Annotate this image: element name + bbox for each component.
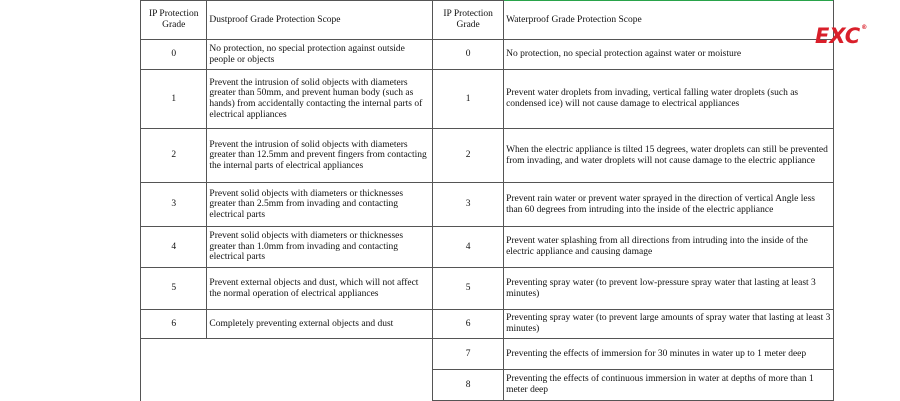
water-scope-cell: Preventing spray water (to prevent low-pressure spray water that lasting at least 3 minutes) bbox=[504, 268, 834, 310]
table-row bbox=[141, 129, 834, 183]
dust-scope-cell: Prevent the intrusion of solid objects with diameters greater than 50mm, and prevent human body (such as hands) from accidentally contacting the internal parts of electrical appliances bbox=[207, 70, 433, 129]
water-scope-cell: Prevent rain water or prevent water sprayed in the direction of vertical Angle less than 60 degrees from intruding into the inside of the electric appliance bbox=[504, 183, 834, 227]
water-grade-cell: 7 bbox=[433, 339, 504, 370]
water-grade-cell: 0 bbox=[433, 40, 504, 70]
water-grade-cell: 1 bbox=[433, 70, 504, 129]
water-scope-cell: Prevent water splashing from all directions from intruding into the inside of the electric appliance and causing damage bbox=[504, 227, 834, 268]
table-row bbox=[141, 310, 834, 339]
dust-grade-cell: 4 bbox=[141, 227, 207, 268]
dust-grade-cell: 1 bbox=[141, 70, 207, 129]
water-scope-cell: When the electric appliance is tilted 15 degrees, water droplets can still be prevented from invading, and water droplets will not cause damage to the electric appliance bbox=[504, 129, 834, 183]
dust-scope-cell: Prevent the intrusion of solid objects with diameters greater than 12.5mm and prevent fingers from contacting the internal parts of electrical appliances bbox=[207, 129, 433, 183]
dust-grade-cell: 2 bbox=[141, 129, 207, 183]
water-scope-cell: No protection, no special protection against water or moisture bbox=[504, 40, 834, 70]
dust-grade-cell: 3 bbox=[141, 183, 207, 227]
dust-scope-cell: Prevent solid objects with diameters or thicknesses greater than 2.5mm from invading and contacting electrical parts bbox=[207, 183, 433, 227]
water-scope-cell: Preventing the effects of continuous immersion in water at depths of more than 1 meter deep bbox=[504, 370, 834, 401]
table-row bbox=[141, 40, 834, 70]
water-grade-cell: 5 bbox=[433, 268, 504, 310]
water-grade-cell: 2 bbox=[433, 129, 504, 183]
dust-grade-cell: 5 bbox=[141, 268, 207, 310]
water-grade-cell: 4 bbox=[433, 227, 504, 268]
table-row bbox=[141, 268, 834, 310]
dust-scope-cell: No protection, no special protection against outside people or objects bbox=[207, 40, 433, 70]
water-grade-cell: 3 bbox=[433, 183, 504, 227]
ip-grade-header-right: IP Protection Grade bbox=[433, 1, 504, 40]
dust-grade-cell: 6 bbox=[141, 310, 207, 339]
water-scope-cell: Preventing spray water (to prevent large amounts of spray water that lasting at least 3 minutes) bbox=[504, 310, 834, 339]
water-grade-cell: 6 bbox=[433, 310, 504, 339]
header-row bbox=[141, 1, 834, 40]
table-row bbox=[141, 339, 834, 370]
table-row bbox=[141, 227, 834, 268]
dust-scope-cell: Prevent external objects and dust, which will not affect the normal operation of electrical appliances bbox=[207, 268, 433, 310]
dust-scope-cell: Prevent solid objects with diameters or thicknesses greater than 1.0mm from invading and contacting electrical parts bbox=[207, 227, 433, 268]
logo-text: EXC bbox=[815, 24, 861, 48]
waterproof-scope-header: Waterproof Grade Protection Scope bbox=[504, 1, 834, 40]
ip-grade-header-left: IP Protection Grade bbox=[141, 1, 207, 40]
dust-grade-cell: 0 bbox=[141, 40, 207, 70]
ip-rating-table-container bbox=[140, 0, 834, 400]
table-row bbox=[141, 183, 834, 227]
table-row bbox=[141, 70, 834, 129]
water-scope-cell: Preventing the effects of immersion for 30 minutes in water up to 1 meter deep bbox=[504, 339, 834, 370]
empty-dust-cell bbox=[141, 339, 433, 401]
dustproof-scope-header: Dustproof Grade Protection Scope bbox=[207, 1, 433, 40]
dust-scope-cell: Completely preventing external objects and dust bbox=[207, 310, 433, 339]
water-scope-cell: Prevent water droplets from invading, vertical falling water droplets (such as condensed ice) will not cause damage to electrical appliances bbox=[504, 70, 834, 129]
ip-rating-table bbox=[140, 0, 834, 401]
water-grade-cell: 8 bbox=[433, 370, 504, 401]
registered-mark: ® bbox=[861, 24, 868, 31]
exc-logo bbox=[815, 24, 867, 48]
